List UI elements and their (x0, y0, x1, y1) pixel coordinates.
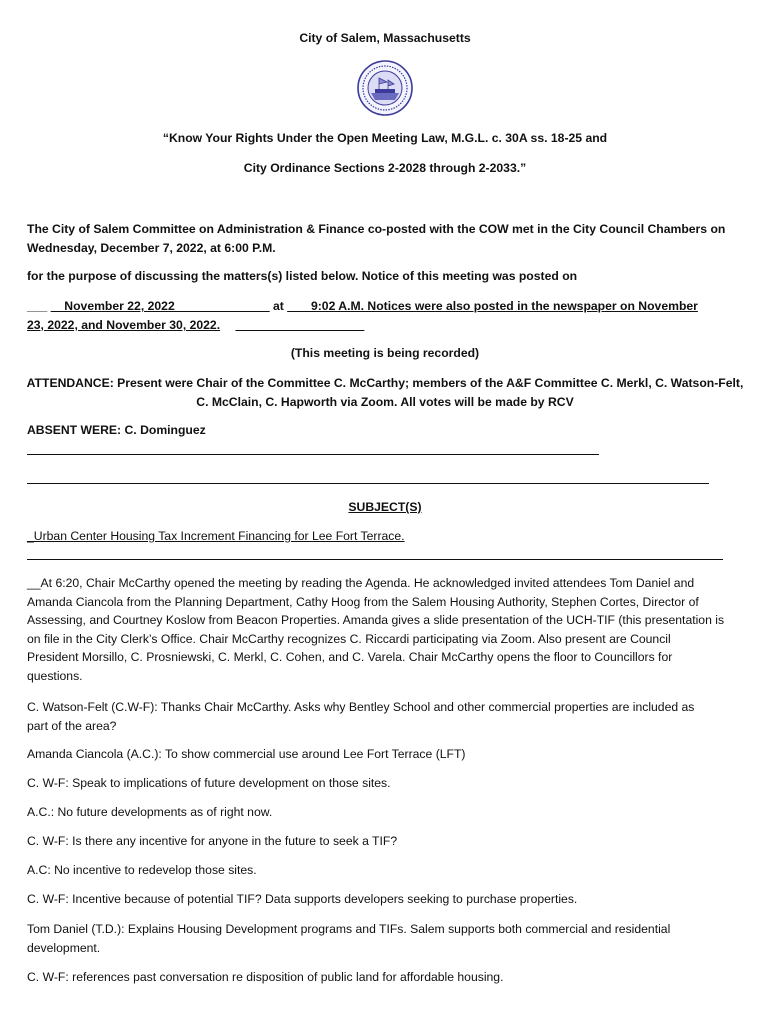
title-line-1: “Know Your Rights Under the Open Meeting Law, M.G.L. c. 30A ss. 18-25 and (162, 131, 608, 145)
notice-time: ___ 9:02 A.M. Notices were also posted in the newspaper on November (287, 299, 698, 313)
paragraph-line: on file in the City Clerk’s Office. Chair McCarthy recognizes C. Riccardi participating via Zoom. Also present are Council (27, 631, 671, 646)
notice-prefix: ___ (27, 299, 48, 313)
watson-felt-question-5: C. W-F: references past conversation re disposition of public land for affordable housing. (27, 970, 504, 984)
city-seal-icon (357, 60, 413, 116)
subject-heading: SUBJECT(S) (348, 500, 422, 514)
paragraph-line: questions. (27, 668, 83, 683)
notice-at: at (273, 299, 284, 313)
ciancola-answer-3: A.C: No incentive to redevelop those sites. (27, 863, 257, 877)
newspaper-dates: 23, 2022, and November 30, 2022. (27, 318, 221, 332)
notice-date: __November 22, 2022______________ (50, 299, 270, 313)
purpose-line: for the purpose of discussing the matters(s) listed below. Notice of this meeting was posted on (27, 269, 578, 283)
ciancola-answer-2: A.C.: No future developments as of right now. (27, 805, 273, 819)
ciancola-answer-1: Amanda Ciancola (A.C.): To show commercial use around Lee Fort Terrace (LFT) (27, 747, 466, 761)
opening-paragraph (27, 574, 745, 685)
attendance-line-1: ATTENDANCE: Present were Chair of the Committee C. McCarthy; members of the A&F Committee C. Merkl, C. Watson-Felt, (26, 376, 744, 390)
paragraph-line: development. (27, 940, 101, 955)
paragraph-line: part of the area? (27, 718, 117, 733)
newspaper-blank: ___________________ (235, 318, 365, 332)
notice-line-2 (27, 316, 745, 335)
paragraph-line: __At 6:20, Chair McCarthy opened the meeting by reading the Agenda. He acknowledged invited attendees Tom Daniel and (27, 576, 695, 590)
absent-line: ABSENT WERE: C. Dominguez (27, 423, 206, 437)
paragraph-line: President Morsillo, C. Prosniewski, C. Merkl, C. Cohen, and C. Varela. Chair McCarthy opens the floor to Councillors for (27, 650, 673, 664)
city-heading: City of Salem, Massachusetts (299, 31, 471, 45)
recorded-note: (This meeting is being recorded) (290, 346, 480, 360)
daniel-answer-1 (27, 920, 745, 957)
intro-line-1: The City of Salem Committee on Administration & Finance co-posted with the COW met in the City Council Chambers on (27, 222, 726, 236)
divider-rule (27, 483, 709, 484)
paragraph-line: Tom Daniel (T.D.): Explains Housing Development programs and TIFs. Salem supports both commercial and residential (27, 922, 671, 936)
attendance-line-2: C. McClain, C. Hapworth via Zoom. All votes will be made by RCV (196, 395, 574, 409)
paragraph-line: Assessing, and Courtney Koslow from Beacon Properties. Amanda gives a slide presentation of the UCH-TIF (this presentation is (27, 613, 725, 627)
watson-felt-question-1 (27, 698, 745, 735)
paragraph-line: C. Watson-Felt (C.W-F): Thanks Chair McCarthy. Asks why Bentley School and other commercial properties are included as (27, 700, 695, 714)
watson-felt-question-3: C. W-F: Is there any incentive for anyone in the future to seek a TIF? (27, 834, 398, 848)
notice-line (27, 297, 745, 316)
divider-rule (27, 454, 599, 455)
watson-felt-question-4: C. W-F: Incentive because of potential TIF? Data supports developers seeking to purchase properties. (27, 892, 578, 906)
paragraph-line: Amanda Ciancola from the Planning Department, Cathy Hoog from the Salem Housing Authority, Stephen Cortes, Director of (27, 594, 699, 609)
watson-felt-question-2: C. W-F: Speak to implications of future development on those sites. (27, 776, 391, 790)
divider-rule (27, 559, 723, 560)
intro-line-2: Wednesday, December 7, 2022, at 6:00 P.M. (27, 241, 276, 255)
title-line-2: City Ordinance Sections 2-2028 through 2-2033.” (243, 161, 527, 175)
subject-item: _Urban Center Housing Tax Increment Financing for Lee Fort Terrace. (27, 529, 405, 543)
